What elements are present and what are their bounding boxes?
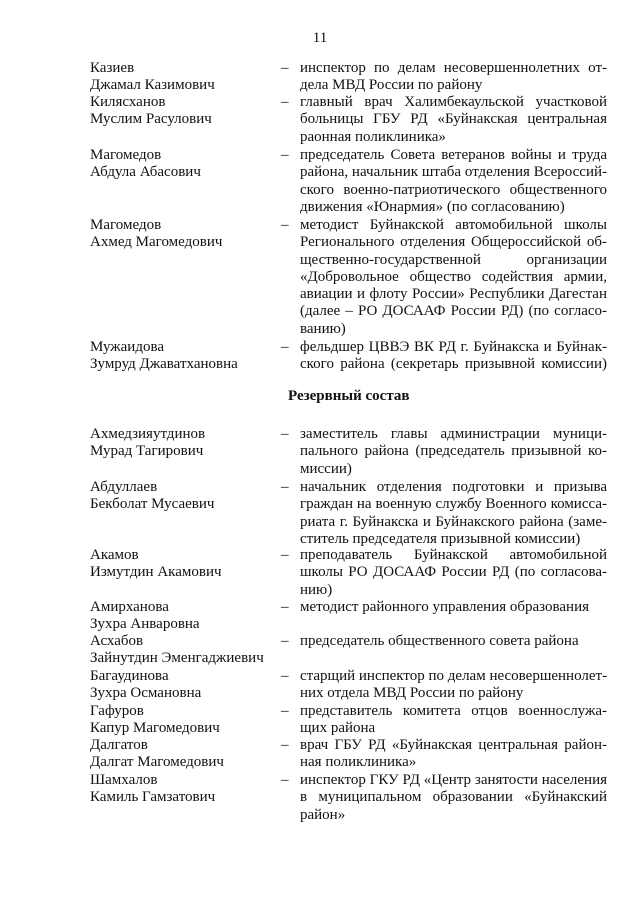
dash: – (281, 703, 289, 719)
member-given-name: Камиль Гамзатович (90, 789, 216, 806)
member-name (90, 60, 270, 95)
dash: – (281, 599, 289, 615)
reserve-section-title: Резервный состав (288, 388, 410, 404)
dash: – (281, 147, 289, 163)
member-name (90, 426, 270, 461)
member-surname: Акамов (90, 547, 139, 563)
dash: – (281, 94, 289, 110)
dash: – (281, 547, 289, 563)
dash: – (281, 479, 289, 495)
position-line: представитель комитета отцов военнослужа- (300, 703, 607, 719)
position-line: больницы ГБУ РД «Буйнакская центральная (300, 111, 607, 128)
position-line: ского района (секретарь призывной комиссии) (300, 356, 607, 373)
member-position (300, 60, 607, 95)
position-line: движения «Юнармия» (по согласованию) (300, 198, 565, 215)
position-line: методист районного управления образования (300, 599, 590, 615)
position-line: граждан на военную службу Военного комисса- (300, 496, 607, 513)
position-line: миссии) (300, 460, 352, 477)
position-line: начальник отделения подготовки и призыва (300, 479, 607, 495)
member-position (300, 217, 607, 338)
member-position (300, 668, 607, 703)
member-given-name: Зайнутдин Эменгаджиевич (90, 650, 264, 667)
member-surname: Магомедов (90, 147, 162, 163)
member-position (300, 426, 607, 478)
position-line: (далее – РО ДОСААФ России РД) (по согласо- (300, 303, 607, 320)
member-surname: Мужаидова (90, 339, 164, 355)
position-line: нию) (300, 581, 333, 598)
member-surname: Абдуллаев (90, 479, 158, 495)
position-line: ского военно-патриотического общественного (300, 181, 607, 198)
member-name (90, 339, 270, 374)
position-line: раонная поликлиника» (300, 128, 446, 145)
member-name (90, 479, 270, 514)
member-name (90, 633, 270, 668)
dash: – (281, 633, 289, 649)
member-name (90, 147, 270, 182)
member-surname: Далгатов (90, 737, 148, 753)
member-position (300, 703, 607, 738)
position-line: ная поликлиника» (300, 754, 417, 771)
member-surname: Шамхалов (90, 772, 158, 788)
member-position (300, 737, 607, 772)
dash: – (281, 339, 289, 355)
position-line: авиации и флоту России» Республики Дагестан (300, 286, 607, 303)
member-given-name: Ахмед Магомедович (90, 234, 223, 251)
position-line: председатель общественного совета района (300, 633, 579, 649)
member-surname: Амирханова (90, 599, 169, 615)
member-position (300, 599, 607, 616)
member-given-name: Далгат Магомедович (90, 754, 224, 771)
member-name (90, 703, 270, 738)
dash: – (281, 217, 289, 233)
position-line: пального района (председатель призывной ко- (300, 443, 607, 460)
member-given-name: Зумруд Джаватхановна (90, 356, 238, 373)
position-line: «Добровольное общество содействия армии, (300, 268, 607, 285)
position-line: школы РО ДОСААФ России РД (по согласова- (300, 564, 607, 581)
position-line: ванию) (300, 320, 346, 337)
position-line: инспектор по делам несовершеннолетних от- (300, 60, 607, 76)
member-surname: Асхабов (90, 633, 144, 649)
position-line: старщий инспектор по делам несовершеннолет- (300, 668, 608, 684)
dash: – (281, 668, 289, 684)
member-given-name: Зухра Анваровна (90, 616, 200, 633)
member-name (90, 772, 270, 807)
position-line: председатель Совета ветеранов войны и труда (300, 147, 607, 163)
position-line: ститель председателя призывной комиссии) (300, 530, 581, 547)
position-line: района, начальник штаба отделения Всероссий- (300, 164, 607, 181)
member-position (300, 147, 607, 216)
member-given-name: Измутдин Акамович (90, 564, 222, 581)
member-given-name: Муслим Расулович (90, 111, 212, 128)
page-number: 11 (312, 30, 328, 46)
member-name (90, 547, 270, 582)
dash: – (281, 772, 289, 788)
dash: – (281, 426, 289, 442)
dash: – (281, 737, 289, 753)
member-given-name: Абдула Абасович (90, 164, 201, 181)
member-given-name: Джамал Казимович (90, 77, 215, 94)
position-line: фельдшер ЦВВЭ ВК РД г. Буйнакска и Буйнак- (300, 339, 607, 355)
position-line: в муниципальном образовании «Буйнакский (300, 789, 607, 806)
position-line: них отдела МВД России по району (300, 685, 524, 702)
member-name (90, 94, 270, 129)
position-line: инспектор ГКУ РД «Центр занятости населения (300, 772, 607, 788)
member-position (300, 547, 607, 599)
position-line: врач ГБУ РД «Буйнакская центральная район- (300, 737, 607, 753)
member-given-name: Капур Магомедович (90, 720, 220, 737)
member-surname: Килясханов (90, 94, 166, 110)
member-given-name: Бекболат Мусаевич (90, 496, 215, 513)
position-line: преподаватель Буйнакской автомобильной (300, 547, 607, 563)
member-position (300, 633, 607, 650)
member-surname: Магомедов (90, 217, 162, 233)
dash: – (281, 60, 289, 76)
position-line: методист Буйнакской автомобильной школы (300, 217, 607, 233)
position-line: заместитель главы администрации муници- (300, 426, 607, 442)
position-line: район» (300, 806, 346, 823)
position-line: главный врач Халимбекаульской участковой (300, 94, 607, 110)
member-name (90, 668, 270, 703)
position-line: риата г. Буйнакска и Буйнакского района (заме- (300, 513, 607, 530)
position-line: щественно-государственной организации (300, 251, 607, 268)
member-surname: Гафуров (90, 703, 144, 719)
member-surname: Казиев (90, 60, 135, 76)
member-given-name: Мурад Тагирович (90, 443, 204, 460)
member-position (300, 772, 607, 824)
member-surname: Багаудинова (90, 668, 169, 684)
member-surname: Ахмедзияутдинов (90, 426, 206, 442)
member-name (90, 737, 270, 772)
position-line: Регионального отделения Общероссийской об- (300, 234, 607, 251)
member-position (300, 339, 607, 374)
position-line: щих района (300, 720, 376, 737)
position-line: дела МВД России по району (300, 77, 483, 94)
member-given-name: Зухра Османовна (90, 685, 202, 702)
member-position (300, 479, 607, 548)
member-name (90, 217, 270, 252)
member-position (300, 94, 607, 146)
member-name (90, 599, 270, 634)
